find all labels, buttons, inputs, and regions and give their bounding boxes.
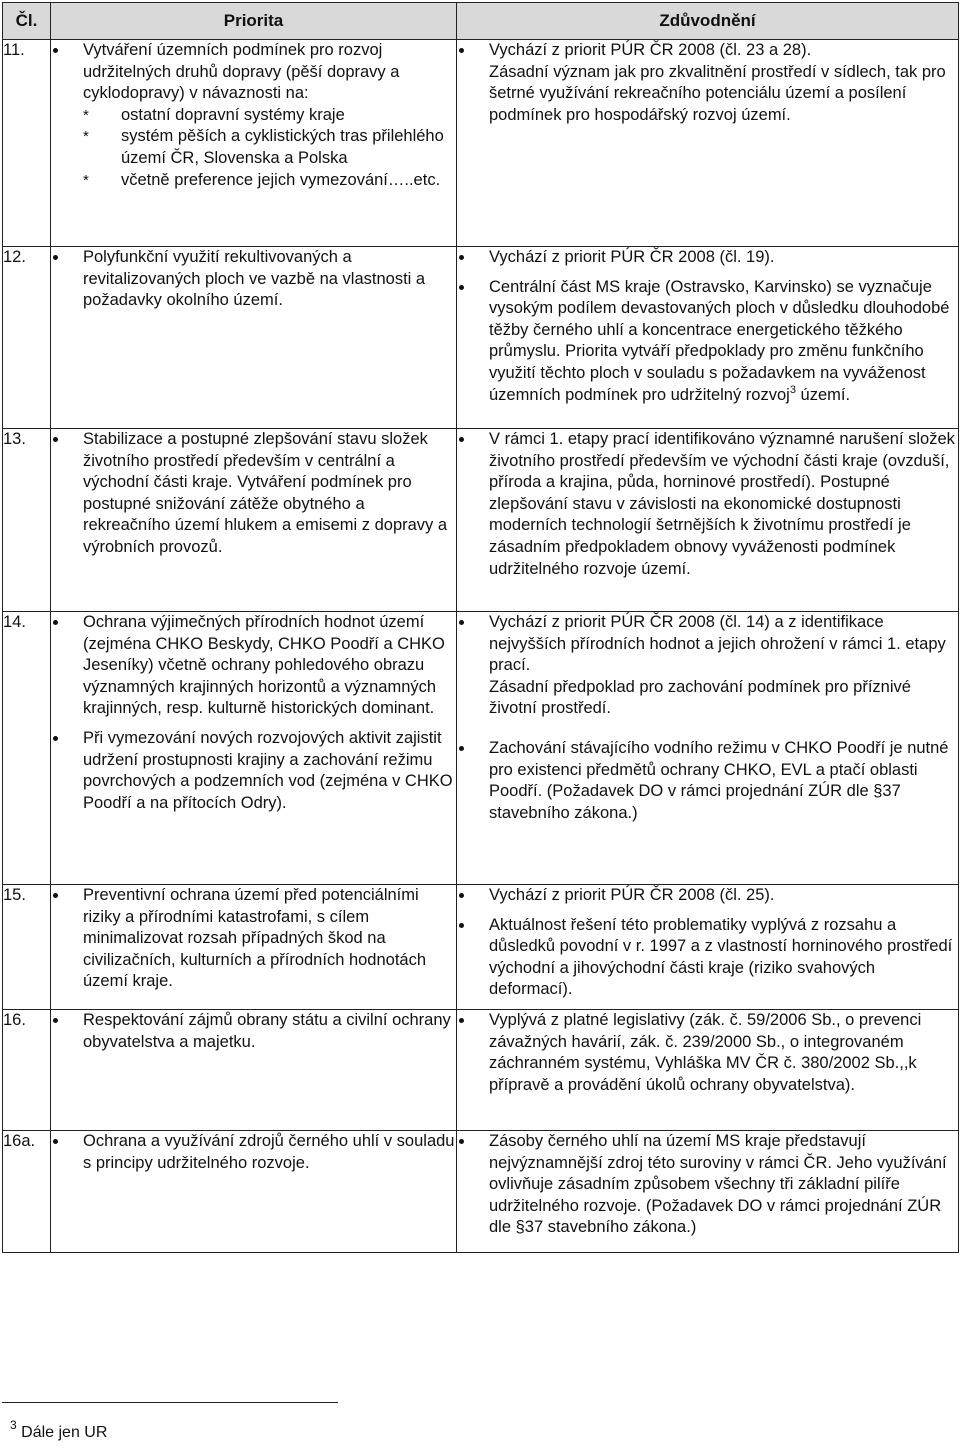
footnote xyxy=(10,1418,108,1444)
footnote-text: Dále jen UR xyxy=(21,1424,108,1441)
list-item: Zásadní předpoklad pro zachování podmínek pro příznivé životní prostředí. xyxy=(489,677,911,718)
list-item: Zásoby černého uhlí na území MS kraje představují nejvýznamnější zdroj této suroviny v rámci ČR. Jeho využívání ovlivňuje zásadním způsobem všechny tři základní pilíře udržitelného rozvoje. (Požadavek DO v rámci projednání ZÚR dle §37 stavebního zákona.) xyxy=(457,1131,958,1239)
table-row xyxy=(3,429,959,612)
justification-cell xyxy=(457,40,959,247)
priorities-table xyxy=(2,2,959,1253)
justification-cell xyxy=(457,247,959,429)
list-item: Polyfunkční využití rekultivovaných a revitalizovaných ploch ve vazbě na vlastnosti a požadavky okolního území. xyxy=(51,247,456,312)
list-item: Ochrana výjimečných přírodních hodnot území (zejména CHKO Beskydy, CHKO Poodří a CHKO Jeseníky) včetně ochrany pohledového obrazu významných krajinných horizontů a významných krajinných, resp. kulturně historických dominant. xyxy=(51,612,456,720)
list-item: Preventivní ochrana území před potenciálními riziky a přírodními katastrofami, s cílem minimalizovat rozsah případných škod na civilizačních, kulturních a přírodních hodnotách území kraje. xyxy=(51,885,456,993)
list-item: V rámci 1. etapy prací identifikováno významné narušení složek životního prostředí především ve východní části kraje (ovzduší, příroda a krajina, půda, horninové prostředí). Postupné zlepšování stavu v závislosti na ekonomické dostupnosti moderních technologií šetrnějších k životnímu prostředí je zásadním předpokladem obnovy vyváženosti podmínek udržitelného rozvoje území. xyxy=(457,429,958,580)
table-row xyxy=(3,247,959,429)
list-item: Aktuálnost řešení této problematiky vyplývá z rozsahu a důsledků povodní v r. 1997 a z vlastností horninového prostředí východní a jihovýchodní části kraje (riziko svahových deformací). xyxy=(457,915,958,1001)
list-item: Vychází z priorit PÚR ČR 2008 (čl. 19). xyxy=(457,247,958,269)
priority-cell xyxy=(51,247,457,429)
header-justification: Zdůvodnění xyxy=(457,3,959,40)
justification-cell xyxy=(457,1009,959,1130)
footnote-ref: 3 xyxy=(789,383,796,396)
table-row xyxy=(3,1009,959,1130)
priority-cell xyxy=(51,612,457,885)
sub-list xyxy=(83,105,456,191)
priority-cell xyxy=(51,429,457,612)
header-article: Čl. xyxy=(3,3,51,40)
priority-cell xyxy=(51,1009,457,1130)
list-item: Zachování stávajícího vodního režimu v CHKO Poodří je nutné pro existenci předmětů ochrany CHKO, EVL a ptačí oblasti Poodří. (Požadavek DO v rámci projednání ZÚR dle §37 stavebního zákona.) xyxy=(457,738,958,824)
list-item: Vychází z priorit PÚR ČR 2008 (čl. 25). xyxy=(457,885,958,907)
list-item: Vyplývá z platné legislativy (zák. č. 59/2006 Sb., o prevenci závažných havárií, zák. č. 239/2000 Sb., o integrovaném záchranném systému, Vyhláška MV ČR č. 380/2002 Sb.,,k přípravě a provádění úkolů ochrany obyvatelstva). xyxy=(457,1010,958,1096)
sub-item: * systém pěších a cyklistických tras přilehlého území ČR, Slovenska a Polska xyxy=(83,126,456,169)
list-item xyxy=(51,40,456,191)
priority-cell xyxy=(51,1130,457,1252)
sub-item: * včetně preference jejich vymezování…..etc. xyxy=(83,170,456,192)
justification-cell xyxy=(457,429,959,612)
justification-cell xyxy=(457,1130,959,1252)
article-number: 11. xyxy=(3,40,51,247)
list-item: Vychází z priorit PÚR ČR 2008 (čl. 23 a 28). xyxy=(457,40,958,62)
table-header-row xyxy=(3,3,959,40)
table-row xyxy=(3,1130,959,1252)
list-item: Při vymezování nových rozvojových aktivit zajistit udržení prostupnosti krajiny a zachování režimu povrchových a podzemních vod (zejména v CHKO Poodří a na přítocích Odry). xyxy=(51,728,456,814)
header-priority: Priorita xyxy=(51,3,457,40)
priority-intro: Vytváření územních podmínek pro rozvoj udržitelných druhů dopravy (pěší dopravy a cyklodopravy) v návaznosti na: xyxy=(83,41,400,103)
list-item: Stabilizace a postupné zlepšování stavu složek životního prostředí především v centrální a východní části kraje. Vytváření podmínek pro postupné snižování zátěže obytného a rekreačního území hlukem a emisemi z dopravy a výrobních provozů. xyxy=(51,429,456,559)
article-number: 16a. xyxy=(3,1130,51,1252)
article-number: 14. xyxy=(3,612,51,885)
article-number: 15. xyxy=(3,885,51,1010)
article-number: 16. xyxy=(3,1009,51,1130)
table-row xyxy=(3,612,959,885)
list-item: Ochrana a využívání zdrojů černého uhlí v souladu s principy udržitelného rozvoje. xyxy=(51,1131,456,1174)
footnote-mark: 3 xyxy=(10,1418,17,1432)
priority-cell xyxy=(51,885,457,1010)
table-row xyxy=(3,40,959,247)
list-item: Vychází z priorit PÚR ČR 2008 (čl. 14) a z identifikace nejvyšších přírodních hodnot a jejich ohrožení v rámci 1. etapy prací. xyxy=(457,612,958,677)
article-number: 12. xyxy=(3,247,51,429)
list-item xyxy=(457,277,958,407)
justification-text-end: území. xyxy=(795,385,851,404)
table-row xyxy=(3,885,959,1010)
justification-cell xyxy=(457,885,959,1010)
priority-cell xyxy=(51,40,457,247)
justification-cell xyxy=(457,612,959,885)
list-item: Respektování zájmů obrany státu a civilní ochrany obyvatelstva a majetku. xyxy=(51,1010,456,1053)
justification-text: Centrální část MS kraje (Ostravsko, Karvinsko) se vyznačuje vysokým podílem devastovaných ploch v důsledku dlouhodobé těžby černého uhlí a koncentrace energetického těžkého průmyslu. Priorita vytváří předpoklady pro změnu funkčního využití těchto ploch v souladu s požadavkem na vyváženost územních podmínek pro udržitelný rozvoj xyxy=(489,277,950,404)
list-item: Zásadní význam jak pro zkvalitnění prostředí v sídlech, tak pro šetrné využívání rekreačního potenciálu území a posílení podmínek pro hospodářský rozvoj území. xyxy=(489,62,946,124)
article-number: 13. xyxy=(3,429,51,612)
sub-item: * ostatní dopravní systémy kraje xyxy=(83,105,456,127)
footnote-divider xyxy=(2,1402,338,1403)
